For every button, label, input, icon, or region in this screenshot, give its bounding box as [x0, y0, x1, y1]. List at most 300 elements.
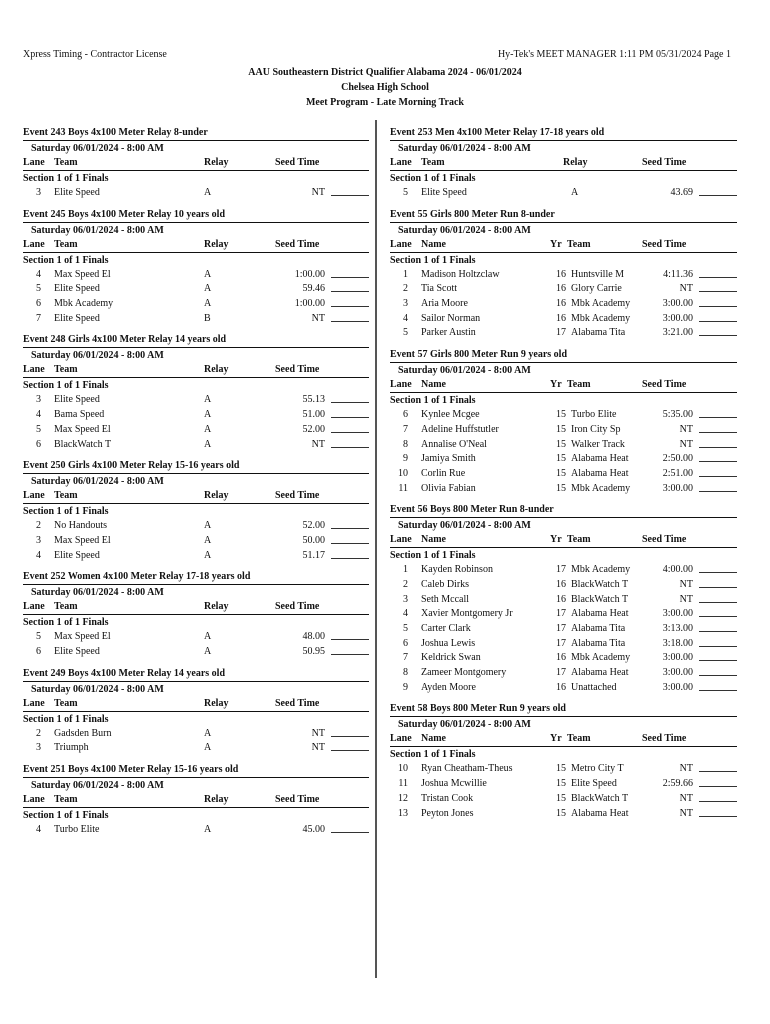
relay-letter: B [204, 312, 211, 324]
athlete-year: 15 [556, 409, 566, 421]
result-blank-line [699, 453, 737, 462]
team-name: Elite Speed [54, 187, 100, 198]
seed-time: 3:21.00 [662, 327, 693, 339]
relay-letter: A [204, 268, 212, 280]
entry-row [390, 666, 737, 681]
session-heading: Saturday 06/01/2024 - 8:00 AM [31, 780, 164, 791]
lane-number: 11 [398, 778, 408, 790]
result-blank-line [699, 608, 737, 617]
seed-time: 3:18.00 [662, 637, 693, 649]
column-headers [390, 533, 737, 548]
event-block [23, 570, 369, 659]
result-blank-line [331, 824, 369, 833]
athlete-name: Tristan Cook [421, 792, 474, 804]
lane-number: 13 [398, 807, 408, 819]
athlete-year: 16 [556, 298, 566, 310]
header-lane: Lane [390, 534, 412, 546]
athlete-name: Ayden Moore [421, 681, 476, 693]
athlete-name: Seth Mccall [421, 593, 470, 605]
athlete-year: 15 [556, 763, 566, 775]
header-seed-time: Seed Time [275, 157, 320, 168]
lane-number: 5 [403, 327, 408, 339]
team-name: Mbk Academy [571, 482, 631, 494]
athlete-year: 15 [556, 482, 566, 494]
result-blank-line [699, 682, 737, 691]
header-name: Name [421, 238, 446, 250]
header-lane: Lane [23, 490, 45, 502]
session-heading: Saturday 06/01/2024 - 8:00 AM [398, 520, 531, 532]
header-seed-time: Seed Time [275, 490, 320, 502]
event-table [390, 517, 737, 695]
result-blank-line [699, 594, 737, 603]
seed-time: 59.46 [302, 283, 325, 295]
header-team: Team [54, 238, 78, 250]
lane-number: 8 [403, 667, 408, 679]
lane-number: 8 [403, 438, 408, 450]
lane-number: 7 [403, 423, 408, 435]
column-headers [390, 732, 737, 747]
section-heading: Section 1 of 1 Finals [23, 254, 109, 266]
seed-time: NT [679, 792, 693, 804]
athlete-year: 16 [556, 593, 566, 605]
event-table [23, 777, 369, 838]
lane-number: 10 [398, 763, 408, 775]
column-headers [390, 238, 737, 253]
lane-number: 3 [403, 593, 408, 605]
athlete-year: 17 [556, 637, 566, 649]
result-blank-line [331, 535, 369, 544]
team-name: Max Speed El [54, 268, 111, 280]
athlete-name: Olivia Fabian [421, 482, 476, 494]
lane-number: 5 [36, 631, 41, 643]
column-headers [390, 156, 737, 171]
seed-time: NT [679, 438, 693, 450]
result-blank-line [699, 793, 737, 802]
team-name: Gadsden Burn [54, 727, 112, 739]
team-name: BlackWatch T [571, 578, 629, 590]
section-heading: Section 1 of 1 Finals [390, 550, 476, 562]
header-team: Team [54, 364, 78, 376]
column-headers [23, 489, 369, 504]
header-relay: Relay [204, 697, 229, 709]
seed-time: 2:59.66 [662, 778, 693, 790]
event-title: Event 252 Women 4x100 Meter Relay 17-18 years old [23, 571, 251, 583]
entry-row [390, 423, 737, 438]
entry-row [23, 534, 369, 549]
lane-number: 3 [36, 742, 41, 754]
athlete-year: 16 [556, 312, 566, 324]
athlete-year: 16 [556, 578, 566, 590]
event-title: Event 243 Boys 4x100 Meter Relay 8-under [23, 127, 208, 138]
session-heading: Saturday 06/01/2024 - 8:00 AM [398, 719, 531, 731]
session-heading: Saturday 06/01/2024 - 8:00 AM [398, 365, 531, 377]
seed-time: 55.13 [302, 394, 325, 406]
entry-row [23, 312, 369, 327]
result-blank-line [699, 283, 737, 292]
software-header: Hy-Tek's MEET MANAGER 1:11 PM 05/31/2024 Page 1 [497, 49, 731, 60]
result-blank-line [699, 667, 737, 676]
entry-row [390, 482, 737, 497]
team-name: Elite Speed [54, 549, 100, 561]
header-name: Name [421, 733, 446, 745]
seed-time: NT [679, 763, 693, 775]
event-table [390, 362, 737, 496]
header-team: Team [567, 534, 591, 546]
team-name: Mbk Academy [54, 298, 114, 310]
lane-number: 9 [403, 681, 408, 693]
header-lane: Lane [23, 601, 45, 613]
header-team: Team [567, 238, 591, 250]
team-name: No Handouts [54, 520, 108, 532]
result-blank-line [331, 313, 369, 322]
entry-row [390, 681, 737, 696]
event-block [23, 763, 369, 838]
entry-row [390, 408, 737, 423]
result-blank-line [331, 283, 369, 292]
relay-letter: A [571, 187, 579, 198]
header-lane: Lane [23, 238, 45, 250]
entry-row [390, 563, 737, 578]
result-blank-line [331, 742, 369, 751]
section-heading: Section 1 of 1 Finals [390, 749, 476, 761]
lane-number: 10 [398, 467, 408, 479]
athlete-name: Jamiya Smith [421, 453, 476, 465]
header-lane: Lane [23, 364, 45, 376]
column-headers [23, 238, 369, 253]
result-blank-line [331, 298, 369, 307]
team-name: Metro City T [571, 763, 624, 775]
seed-time: NT [679, 807, 693, 819]
event-title: Event 55 Girls 800 Meter Run 8-under [390, 208, 555, 220]
team-name: Turbo Elite [54, 824, 100, 835]
section-heading: Section 1 of 1 Finals [390, 395, 476, 407]
athlete-year: 16 [556, 268, 566, 280]
seed-time: 3:00.00 [662, 482, 693, 494]
seed-time: 51.17 [302, 549, 325, 561]
entry-row [390, 807, 737, 822]
header-seed-time: Seed Time [275, 238, 320, 250]
seed-time: 2:50.00 [662, 453, 693, 465]
header-name: Name [421, 379, 446, 391]
result-blank-line [699, 652, 737, 661]
relay-letter: A [204, 534, 212, 546]
session-heading: Saturday 06/01/2024 - 8:00 AM [31, 224, 164, 236]
team-name: Alabama Heat [571, 453, 629, 465]
event-title: Event 249 Boys 4x100 Meter Relay 14 years old [23, 667, 226, 679]
header-lane: Lane [390, 238, 412, 250]
event-table [390, 716, 737, 821]
lane-number: 9 [403, 453, 408, 465]
header-team: Team [567, 733, 591, 745]
event-table [23, 584, 369, 659]
result-blank-line [699, 327, 737, 336]
event-table [23, 473, 369, 563]
entry-row [23, 519, 369, 534]
team-name: Turbo Elite [571, 409, 617, 421]
session-heading: Saturday 06/01/2024 - 8:00 AM [31, 587, 164, 599]
entry-row [390, 467, 737, 482]
entry-row [390, 651, 737, 666]
section-heading: Section 1 of 1 Finals [390, 254, 476, 266]
header-team: Team [54, 157, 78, 168]
column-headers [390, 378, 737, 393]
header-seed-time: Seed Time [275, 601, 320, 613]
team-name: Alabama Tita [571, 623, 626, 634]
entry-row [23, 823, 369, 838]
result-blank-line [331, 520, 369, 529]
lane-number: 11 [398, 482, 408, 494]
header-yr: Yr [550, 379, 562, 391]
athlete-name: Annalise O'Neal [421, 438, 487, 450]
seed-time: NT [311, 742, 325, 754]
header-team: Team [567, 379, 591, 391]
team-name: Bama Speed [54, 409, 105, 421]
athlete-year: 17 [556, 623, 566, 634]
event-block [23, 333, 369, 452]
team-name: Elite Speed [54, 394, 100, 406]
athlete-name: Keldrick Swan [421, 652, 481, 664]
seed-time: NT [679, 593, 693, 605]
relay-letter: A [204, 394, 212, 406]
entry-row [23, 438, 369, 453]
result-blank-line [699, 483, 737, 492]
relay-letter: A [204, 187, 212, 198]
seed-time: NT [311, 727, 325, 739]
entry-row [390, 792, 737, 807]
relay-letter: A [204, 283, 212, 295]
result-blank-line [699, 763, 737, 772]
lane-number: 6 [36, 645, 41, 657]
seed-time: 3:00.00 [662, 312, 693, 324]
athlete-year: 15 [556, 453, 566, 465]
entry-row [390, 593, 737, 608]
section-heading: Section 1 of 1 Finals [390, 173, 476, 184]
event-block [390, 208, 737, 341]
entry-row [23, 408, 369, 423]
lane-number: 5 [36, 423, 41, 435]
result-blank-line [331, 424, 369, 433]
athlete-name: Ryan Cheatham-Theus [421, 763, 513, 775]
seed-time: NT [679, 578, 693, 590]
team-name: Alabama Tita [571, 327, 626, 339]
entry-row [390, 312, 737, 327]
seed-time: 2:51.00 [662, 467, 693, 479]
lane-number: 4 [36, 268, 41, 280]
event-table [390, 222, 737, 341]
athlete-year: 17 [556, 608, 566, 620]
event-block [390, 348, 737, 496]
header-relay: Relay [204, 364, 229, 376]
athlete-year: 15 [556, 423, 566, 435]
lane-number: 4 [36, 409, 41, 421]
column-headers [23, 793, 369, 808]
column-headers [23, 156, 369, 171]
header-name: Name [421, 534, 446, 546]
seed-time: 52.00 [302, 423, 325, 435]
relay-letter: A [204, 298, 212, 310]
lane-number: 5 [36, 283, 41, 295]
header-relay: Relay [563, 157, 588, 168]
header-yr: Yr [550, 534, 562, 546]
athlete-name: Kayden Robinson [421, 564, 493, 576]
column-divider [375, 120, 377, 978]
lane-number: 12 [398, 792, 408, 804]
session-heading: Saturday 06/01/2024 - 8:00 AM [31, 683, 164, 695]
lane-number: 2 [36, 727, 41, 739]
athlete-name: Madison Holtzclaw [421, 268, 500, 280]
event-title: Event 248 Girls 4x100 Meter Relay 14 years old [23, 334, 227, 346]
section-heading: Section 1 of 1 Finals [23, 617, 109, 629]
team-name: Max Speed El [54, 534, 111, 546]
seed-time: NT [679, 283, 693, 295]
result-blank-line [699, 409, 737, 418]
result-blank-line [699, 623, 737, 632]
meet-title: AAU Southeastern District Qualifier Alabama 2024 - 06/01/2024 [248, 67, 522, 78]
relay-letter: A [204, 549, 212, 561]
result-blank-line [331, 728, 369, 737]
event-title: Event 58 Boys 800 Meter Run 9 years old [390, 703, 566, 715]
entry-row [390, 438, 737, 453]
relay-letter: A [204, 438, 212, 450]
relay-letter: A [204, 742, 212, 754]
team-name: BlackWatch T [571, 792, 629, 804]
lane-number: 4 [403, 608, 408, 620]
team-name: Alabama Heat [571, 807, 629, 819]
relay-letter: A [204, 423, 212, 435]
relay-letter: A [204, 520, 212, 532]
result-blank-line [699, 439, 737, 448]
entry-row [390, 326, 737, 341]
event-title: Event 253 Men 4x100 Meter Relay 17-18 years old [390, 127, 605, 138]
result-blank-line [699, 298, 737, 307]
athlete-name: Tia Scott [421, 283, 458, 295]
header-team: Team [421, 157, 445, 168]
seed-time: 4:11.36 [663, 268, 693, 280]
entry-row [390, 622, 737, 637]
event-block [23, 126, 369, 201]
team-name: Mbk Academy [571, 312, 631, 324]
header-seed-time: Seed Time [642, 157, 687, 168]
relay-letter: A [204, 645, 212, 657]
athlete-name: Corlin Rue [421, 467, 466, 479]
event-block [390, 702, 737, 821]
athlete-name: Sailor Norman [421, 312, 481, 324]
header-lane: Lane [390, 379, 412, 391]
result-blank-line [699, 808, 737, 817]
team-name: Mbk Academy [571, 298, 631, 310]
session-heading: Saturday 06/01/2024 - 8:00 AM [398, 143, 531, 154]
event-title: Event 56 Boys 800 Meter Run 8-under [390, 504, 554, 516]
lane-number: 3 [403, 298, 408, 310]
lane-number: 5 [403, 187, 408, 198]
lane-number: 2 [403, 578, 408, 590]
result-blank-line [699, 564, 737, 573]
section-heading: Section 1 of 1 Finals [23, 380, 109, 392]
result-blank-line [699, 313, 737, 322]
section-heading: Section 1 of 1 Finals [23, 713, 109, 725]
event-table [390, 140, 737, 201]
athlete-year: 16 [556, 283, 566, 295]
entry-row [390, 452, 737, 467]
athlete-name: Zameer Montgomery [421, 667, 507, 679]
team-name: BlackWatch T [54, 438, 112, 450]
result-blank-line [699, 269, 737, 278]
entry-row [390, 762, 737, 777]
entry-row [23, 297, 369, 312]
right-column [390, 126, 737, 828]
team-name: Max Speed El [54, 631, 111, 643]
team-name: BlackWatch T [571, 593, 629, 605]
entry-row [23, 727, 369, 742]
session-heading: Saturday 06/01/2024 - 8:00 AM [31, 350, 164, 362]
team-name: Alabama Heat [571, 667, 629, 679]
athlete-name: Joshua Lewis [421, 637, 476, 649]
entry-row [23, 282, 369, 297]
seed-time: 48.00 [302, 631, 325, 643]
athlete-name: Xavier Montgomery Jr [421, 608, 513, 620]
athlete-year: 15 [556, 807, 566, 819]
seed-time: 3:13.00 [662, 623, 693, 634]
result-blank-line [699, 468, 737, 477]
athlete-year: 15 [556, 778, 566, 790]
header-seed-time: Seed Time [275, 794, 320, 805]
team-name: Mbk Academy [571, 564, 631, 576]
athlete-year: 16 [556, 652, 566, 664]
seed-time: 3:00.00 [662, 667, 693, 679]
seed-time: 1:00.00 [294, 268, 325, 280]
header-relay: Relay [204, 157, 229, 168]
seed-time: 3:00.00 [662, 608, 693, 620]
entry-row [390, 607, 737, 622]
program-title: Meet Program - Late Morning Track [305, 97, 464, 108]
entry-row [23, 393, 369, 408]
entry-row [23, 423, 369, 438]
result-blank-line [331, 409, 369, 418]
athlete-name: Parker Austin [421, 327, 476, 339]
column-headers [23, 600, 369, 615]
athlete-year: 15 [556, 792, 566, 804]
event-block [23, 208, 369, 327]
event-block [23, 459, 369, 563]
entry-row [390, 186, 737, 201]
lane-number: 6 [36, 438, 41, 450]
seed-time: 51.00 [302, 409, 325, 421]
team-name: Mbk Academy [571, 652, 631, 664]
athlete-name: Aria Moore [421, 298, 468, 310]
result-blank-line [331, 631, 369, 640]
header-seed-time: Seed Time [642, 238, 687, 250]
entry-row [390, 268, 737, 283]
seed-time: 3:00.00 [662, 681, 693, 693]
lane-number: 4 [36, 824, 41, 835]
event-title: Event 251 Boys 4x100 Meter Relay 15-16 years old [23, 764, 239, 775]
lane-number: 7 [403, 652, 408, 664]
athlete-year: 17 [556, 564, 566, 576]
lane-number: 2 [36, 520, 41, 532]
result-blank-line [331, 550, 369, 559]
left-column [23, 126, 369, 845]
athlete-name: Carter Clark [421, 623, 471, 634]
result-blank-line [331, 269, 369, 278]
entry-row [390, 777, 737, 792]
athlete-name: Peyton Jones [421, 807, 474, 819]
lane-number: 6 [36, 298, 41, 310]
header-team: Team [54, 601, 78, 613]
event-title: Event 245 Boys 4x100 Meter Relay 10 years old [23, 208, 226, 220]
header-team: Team [54, 697, 78, 709]
lane-number: 1 [403, 268, 408, 280]
team-name: Glory Carrie [571, 283, 622, 295]
